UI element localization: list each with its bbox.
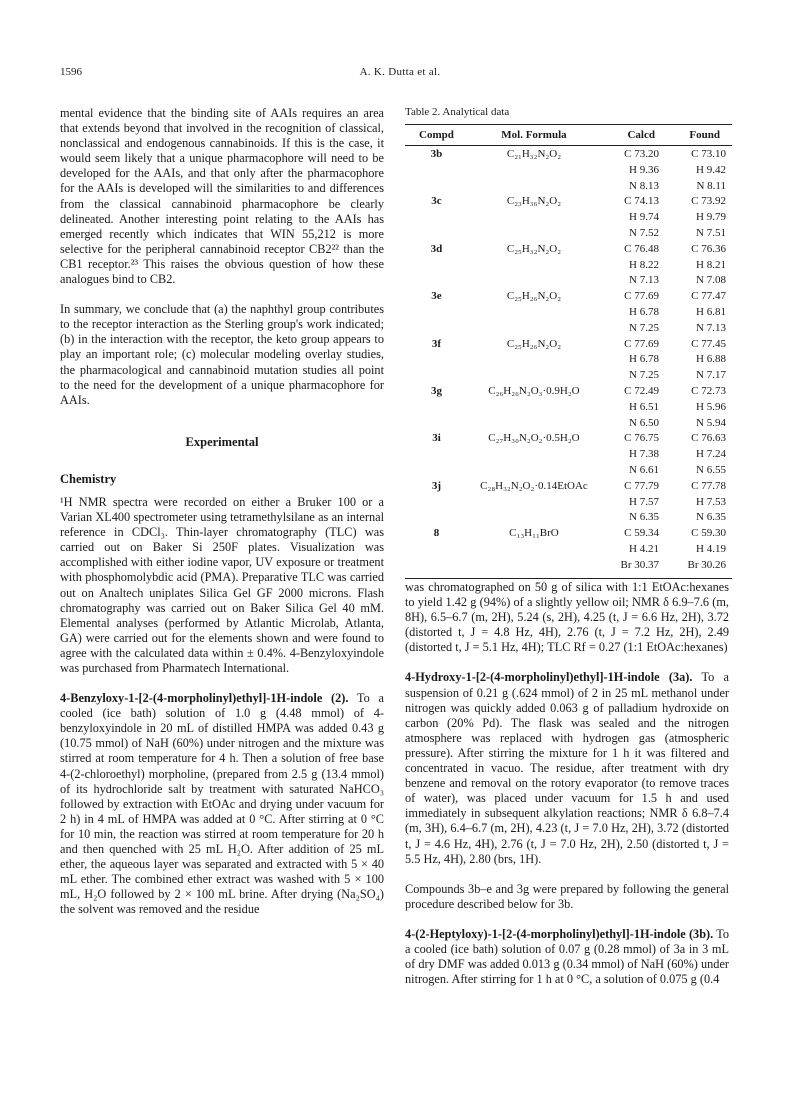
found-cell: N 8.11 — [696, 179, 726, 192]
formula-cell — [468, 178, 600, 194]
calcd-cell: N 6.50 — [629, 416, 659, 429]
formula-cell: C₂₅H₃₂N₂O₂ — [506, 242, 562, 255]
compd-cell: 3d — [430, 242, 443, 255]
formula-cell: C₂₅H₂₆N₂O₂ — [506, 337, 562, 350]
found-cell: H 9.79 — [696, 211, 726, 224]
calcd-cell: N 7.13 — [629, 274, 659, 287]
analytical-table — [405, 106, 732, 579]
compd-cell — [405, 257, 468, 273]
calcd-cell: C 59.34 — [624, 527, 659, 540]
header-compd: Compd — [405, 125, 468, 146]
procedure-3a-paragraph — [405, 670, 729, 866]
formula-cell: C₁₃H₁₁BrO — [509, 527, 559, 540]
found-cell: C 77.45 — [691, 337, 726, 350]
calcd-cell: C 76.75 — [624, 432, 659, 445]
calcd-cell: H 4.21 — [629, 542, 659, 555]
formula-cell — [468, 272, 600, 288]
procedure-3a-text: To a suspension of 0.21 g (.624 mmol) of 2 in 25 mL methanol under nitrogen was quickly added 0.063 g of palladium hydroxide on carbon (20% Pd). The flask was sealed and the nitrogen atmosphere was replaced with hydrogen gas (atmospheric pressure). After stirring the mixture for 1 h it was filtered and concentrated in vacuo. The residue, after treatment with dry benzene and removal on the rotory evaporator (to remove traces of water), was placed under vacuum for 1.5 h and used immediately in subsequent alkylation reactions; NMR δ 6.8–7.4 (m, 3H), 6.4–6.7 (m, 2H), 4.23 (t, J = 7.0 Hz, 2H), 3.72 (distorted t, J = 4.6 Hz, 4H), 2.76 (t, J = 7.0 Hz, 2H), 2.50 (distorted t, J = 5.5 Hz, 4H), 2.80 (brs, 1H). — [405, 670, 729, 866]
found-cell: C 59.30 — [691, 527, 726, 540]
compd-cell — [405, 304, 468, 320]
running-authors: A. K. Dutta et al. — [359, 66, 441, 78]
table-row — [405, 446, 732, 462]
found-cell: N 7.17 — [696, 369, 726, 382]
compd-cell — [405, 162, 468, 178]
formula-cell — [468, 351, 600, 367]
chromatography-paragraph: was chromatographed on 50 g of silica with 1:1 EtOAc:hexanes to yield 1.42 g (94%) of a slightly yellow oil; NMR δ 6.9–7.6 (m, 8H), 6.5–6.7 (m, 2H), 5.24 (s, 2H), 4.25 (t, J = 6.6 Hz, 2H), 3.72 (distorted t, J = 4.8 Hz, 4H), 2.76 (t, J = 7.2 Hz, 2H), 2.49 (distorted t, J = 5.1 Hz, 4H); TLC Rf = 0.27 (1:1 EtOAc:hexanes) — [405, 580, 729, 655]
compd-cell: 3i — [432, 432, 441, 445]
calcd-cell: C 74.13 — [624, 195, 659, 208]
table-row — [405, 478, 732, 494]
table-row — [405, 509, 732, 525]
table-row — [405, 525, 732, 541]
calcd-cell: Br 30.37 — [620, 558, 659, 571]
compound-heading-3a: 4-Hydroxy-1-[2-(4-morpholinyl)ethyl]-1H-indole (3a). — [405, 670, 693, 685]
compd-cell: 3e — [431, 290, 442, 303]
formula-cell: C₂₆H₂₆N₂O₃·0.9H₂O — [488, 384, 580, 397]
table-row — [405, 209, 732, 225]
table-row — [405, 288, 732, 304]
table-row — [405, 415, 732, 431]
data-table — [405, 124, 732, 579]
found-cell: H 8.21 — [696, 258, 726, 271]
found-cell: C 76.36 — [691, 242, 726, 255]
calcd-cell: N 6.35 — [629, 511, 659, 524]
table-row — [405, 178, 732, 194]
formula-cell — [468, 541, 600, 557]
formula-cell — [468, 446, 600, 462]
calcd-cell: N 6.61 — [629, 463, 659, 476]
calcd-cell: H 9.36 — [629, 163, 659, 176]
compd-cell: 3j — [431, 479, 442, 492]
calcd-cell: C 77.69 — [624, 337, 659, 350]
found-cell: C 73.10 — [691, 148, 726, 160]
formula-cell — [468, 257, 600, 273]
table-row — [405, 383, 732, 399]
compd-cell — [405, 557, 468, 578]
found-cell: N 6.35 — [696, 511, 726, 524]
found-cell: C 77.47 — [691, 290, 726, 303]
compd-cell — [405, 209, 468, 225]
table-row — [405, 494, 732, 510]
compd-cell — [405, 541, 468, 557]
compd-cell — [405, 178, 468, 194]
formula-cell — [468, 367, 600, 383]
formula-cell — [468, 399, 600, 415]
compd-cell — [405, 399, 468, 415]
compd-cell — [405, 415, 468, 431]
found-cell: C 76.63 — [691, 432, 726, 445]
table-row — [405, 225, 732, 241]
compd-cell — [405, 462, 468, 478]
page-number: 1596 — [60, 66, 82, 78]
header-found: Found — [667, 125, 732, 146]
calcd-cell: H 7.38 — [629, 448, 659, 461]
left-column — [60, 106, 384, 918]
calcd-cell: H 6.51 — [629, 400, 659, 413]
header-formula: Mol. Formula — [468, 125, 600, 146]
header-calcd: Calcd — [600, 125, 667, 146]
table-row — [405, 399, 732, 415]
table-header-row — [405, 125, 732, 146]
found-cell: N 6.55 — [696, 463, 726, 476]
general-procedure-note: Compounds 3b–e and 3g were prepared by following the general procedure described below for 3b. — [405, 881, 729, 911]
table-row — [405, 367, 732, 383]
found-cell: H 4.19 — [696, 542, 726, 555]
compd-cell — [405, 446, 468, 462]
formula-cell — [468, 415, 600, 431]
compd-cell — [405, 367, 468, 383]
table-row — [405, 162, 732, 178]
calcd-cell: C 77.79 — [624, 479, 659, 492]
formula-cell — [468, 320, 600, 336]
procedure-text: To a cooled (ice bath) solution of 1.0 g (4.48 mmol) of 4-benzyloxyindole in 20 mL of distilled HMPA was added 0.43 g (10.75 mmol) of NaH (60%) under nitrogen and the mixture was stirred at room temperature for 4 h. Then a solution of free base 4-(2-chloroethyl) morpholine, (prepared from 2.5 g (13.4 mmol) of its hydrochloride salt by treatment with saturated NaHCO₃ followed by extraction with EtOAc and drying under vacuum for 2 h) in 4 mL of HMPA was added at 0 °C. After stirring at 0 °C for 10 min, the reaction was stirred at room temperature for 20 h and then quenched with 25 mL H₂O. After addition of 25 mL ether, the aqueous layer was separated and extracted with 5 × 40 mL ether. The combined ether extract was washed with 5 × 100 mL, H₂O followed by 2 × 100 mL brine. After drying (Na₂SO₄) the solvent was removed and the residue — [60, 691, 384, 917]
found-cell: H 9.42 — [696, 163, 726, 176]
formula-cell — [468, 162, 600, 178]
calcd-cell: N 8.13 — [629, 179, 659, 192]
formula-cell: C₂₇H₃₀N₂O₂·0.5H₂O — [488, 432, 580, 445]
found-cell: N 7.08 — [696, 274, 726, 287]
formula-cell: C₂₅H₂₆N₂O₂ — [506, 290, 562, 303]
calcd-cell: C 73.20 — [624, 148, 659, 160]
procedure-3b-paragraph — [405, 927, 729, 987]
compd-cell — [405, 272, 468, 288]
calcd-cell: H 9.74 — [629, 211, 659, 224]
table-row — [405, 320, 732, 336]
found-cell: N 7.13 — [696, 321, 726, 334]
table-row — [405, 336, 732, 352]
compd-cell — [405, 351, 468, 367]
compd-cell — [405, 225, 468, 241]
found-cell: H 7.24 — [696, 448, 726, 461]
calcd-cell: N 7.25 — [629, 321, 659, 334]
formula-cell: C₂₈H₃₂N₂O₂·0.14EtOAc — [480, 479, 588, 492]
compd-cell: 8 — [433, 527, 440, 540]
discussion-paragraph: mental evidence that the binding site of AAIs requires an area that extends beyond that involved in the recognition of classical, nonclassical and endogenous cannabinoids. If this is the case, it would seem likely that a unique pharmacophore will need to be developed for the AAIs, and that only after the pharmacophore for the AAIs is developed will the similarities to and differences from the classical cannabinoid pharmacophore be clearly delineated. Another interesting point relating to the AAIs has emerged recently which indicates that WIN 55,212 is more selective for the peripheral cannabinoid receptor CB2²² than the CB1 receptor.²³ This raises the obvious question of how these analogues bind to CB2. — [60, 106, 384, 287]
found-cell: Br 30.26 — [687, 558, 726, 571]
calcd-cell: H 6.78 — [629, 305, 659, 318]
compound-heading-3b: 4-(2-Heptyloxy)-1-[2-(4-morpholinyl)ethyl]-1H-indole (3b). — [405, 926, 714, 941]
table-caption: Table 2. Analytical data — [405, 106, 510, 118]
formula-cell — [468, 209, 600, 225]
methods-paragraph: ¹H NMR spectra were recorded on either a Bruker 100 or a Varian XL400 spectrometer using tetramethylsilane as an internal reference in CDCl₃. Thin-layer chromatography (TLC) was carried out on Baker Si 250F plates. Visualization was accomplished with either iodine vapor, UV exposure or treatment with phosphomolybdic acid (PMA). Preparative TLC was carried out on Analtech uniplates Silica Gel GF 2000 microns. Flash chromatography was carried out on Baker Silica Gel 40 mM. Elemental analyses (performed by Atlantic Microlab, Atlanta, GA) were carried out for the elements shown and were found to agree with the calculated data within ± 0.4%. 4-Benzyloxyindole was purchased from Pharmatech International. — [60, 494, 384, 675]
subsection-title: Chemistry — [60, 471, 117, 486]
table-row — [405, 351, 732, 367]
calcd-cell: N 7.25 — [629, 369, 659, 382]
table-row — [405, 430, 732, 446]
compd-cell — [405, 509, 468, 525]
table-row — [405, 257, 732, 273]
calcd-cell: C 72.49 — [624, 384, 659, 397]
formula-cell: C₂₃H₃₆N₂O₂ — [506, 195, 562, 208]
procedure-3b-text: To a cooled (ice bath) solution of 0.07 g (0.28 mmol) of 3a in 3 mL of dry DMF was added 0.013 g (0.34 mmol) of NaH (60%) under nitrogen. After stirring for 1 h at 0 °C, a solution of 0.075 g (0.4 — [405, 926, 729, 987]
formula-cell — [468, 225, 600, 241]
table-row — [405, 193, 732, 209]
calcd-cell: H 8.22 — [629, 258, 659, 271]
table-row — [405, 272, 732, 288]
table-row — [405, 462, 732, 478]
calcd-cell: H 7.57 — [629, 495, 659, 508]
calcd-cell: N 7.52 — [629, 226, 659, 239]
formula-cell — [468, 462, 600, 478]
table-row — [405, 557, 732, 578]
calcd-cell: H 6.78 — [629, 353, 659, 366]
summary-paragraph: In summary, we conclude that (a) the naphthyl group contributes to the receptor interaction as the Sterling group's work indicated; (b) in the interaction with the receptor, the keto group appears to play an important role; (c) molecular modeling overlay studies, the pharmacological and cannabinoid mutation studies all point to the need for the development of a unique pharmacophore for AAIs. — [60, 302, 384, 407]
formula-cell — [468, 494, 600, 510]
table-row — [405, 304, 732, 320]
calcd-cell: C 77.69 — [624, 290, 659, 303]
compd-cell — [405, 320, 468, 336]
compound-heading: 4-Benzyloxy-1-[2-(4-morpholinyl)ethyl]-1H-indole (2). — [60, 691, 349, 706]
found-cell: N 5.94 — [696, 416, 726, 429]
formula-cell — [468, 304, 600, 320]
table-row — [405, 241, 732, 257]
found-cell: H 5.96 — [696, 400, 726, 413]
found-cell: H 7.53 — [696, 495, 726, 508]
found-cell: N 7.51 — [696, 226, 726, 239]
table-row — [405, 541, 732, 557]
found-cell: H 6.81 — [696, 305, 726, 318]
calcd-cell: C 76.48 — [624, 242, 659, 255]
compd-cell: 3g — [430, 384, 442, 397]
compd-cell: 3c — [431, 195, 442, 208]
formula-cell: C₂₁H₃₂N₂O₂ — [506, 148, 562, 160]
compd-cell: 3b — [430, 148, 443, 160]
compd-cell — [405, 494, 468, 510]
found-cell: H 6.88 — [696, 353, 726, 366]
found-cell: C 73.92 — [691, 195, 726, 208]
procedure-paragraph — [60, 691, 384, 917]
compd-cell: 3f — [431, 337, 442, 350]
right-column — [405, 580, 729, 987]
section-title: Experimental — [185, 434, 259, 449]
found-cell: C 77.78 — [691, 479, 726, 492]
formula-cell — [468, 509, 600, 525]
found-cell: C 72.73 — [691, 384, 726, 397]
table-row — [405, 146, 732, 162]
formula-cell — [468, 557, 600, 578]
